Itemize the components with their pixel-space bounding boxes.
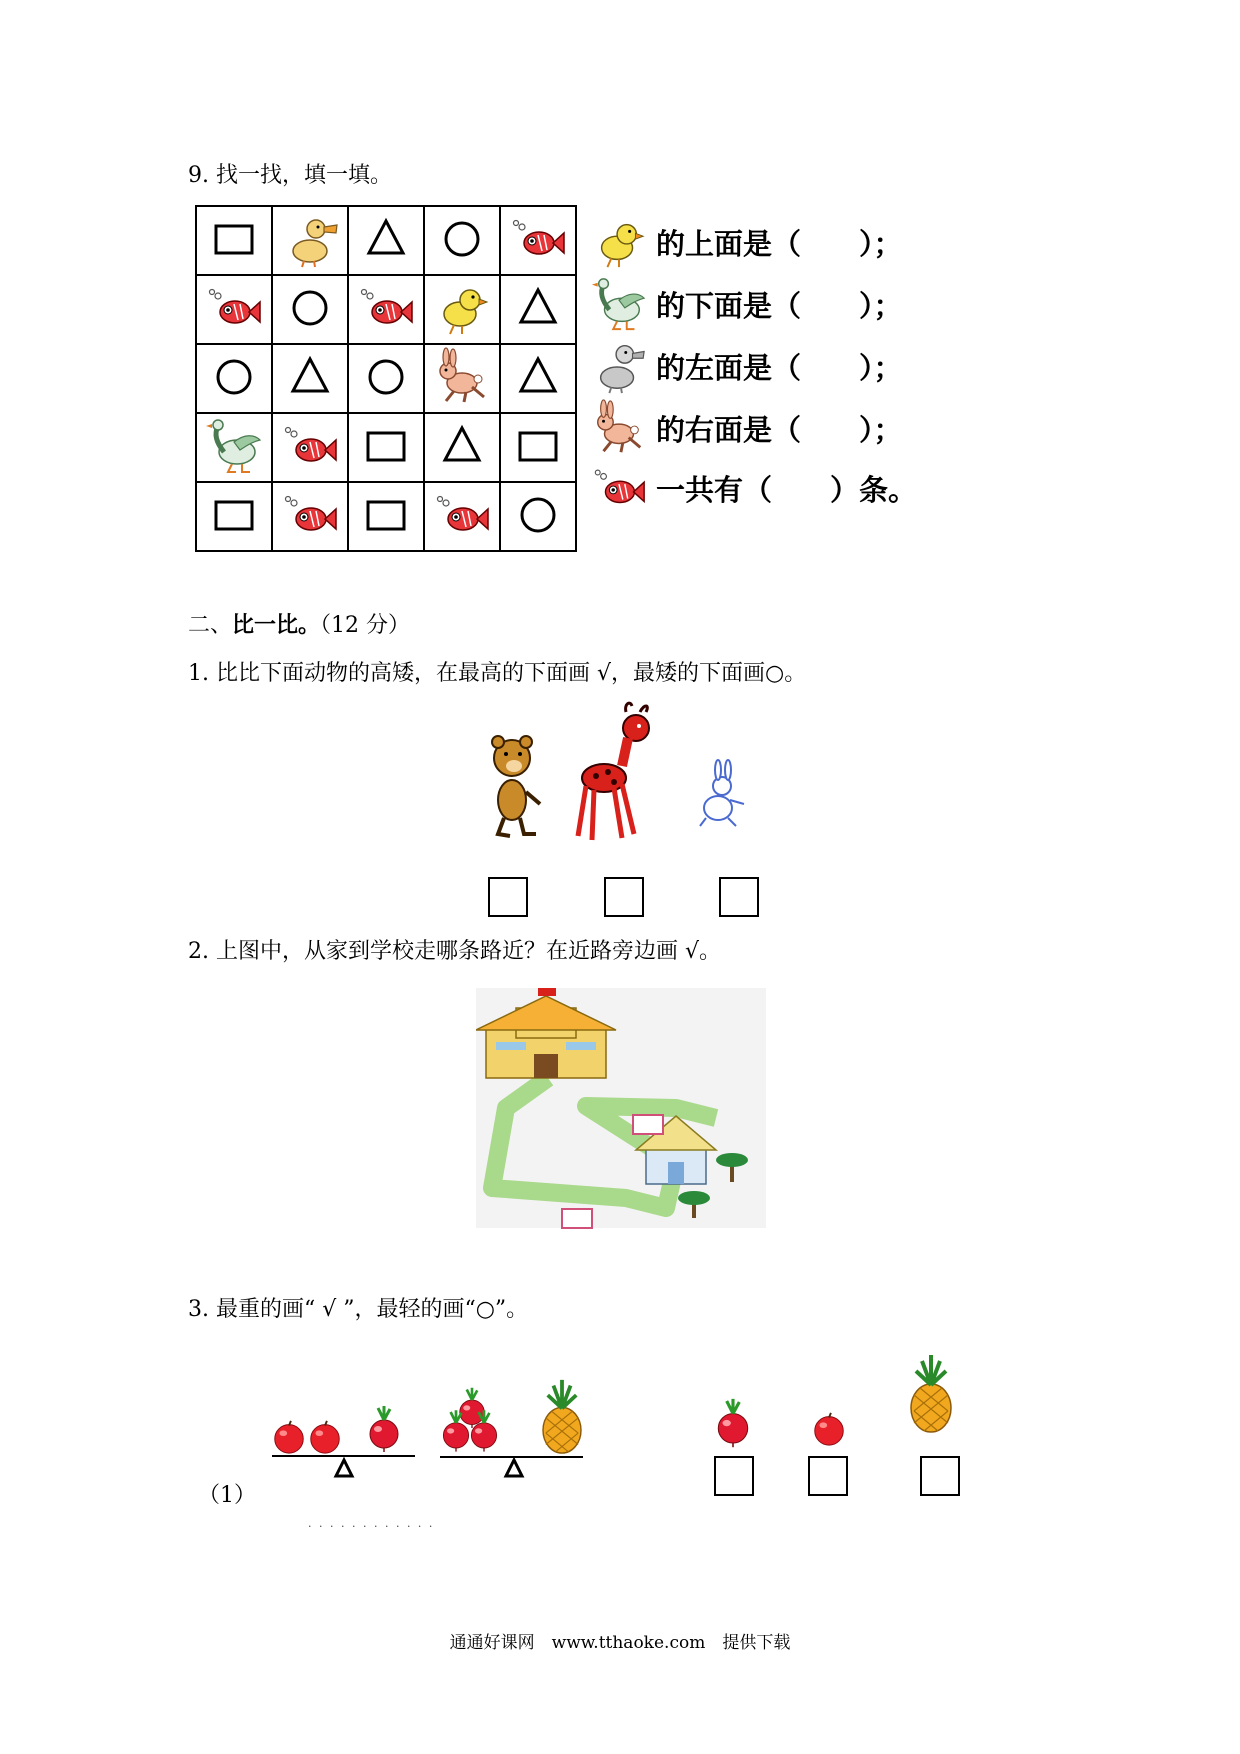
grid-cell xyxy=(424,344,500,413)
grid-cell xyxy=(424,413,500,482)
grid-cell xyxy=(348,482,424,551)
goose-icon xyxy=(590,275,648,333)
fish-icon xyxy=(279,485,341,545)
answer-box-pineapple[interactable] xyxy=(920,1456,960,1496)
clue-item xyxy=(590,398,903,458)
grid-cell xyxy=(500,206,576,275)
clue-text: 的下面是（ ）； xyxy=(656,288,903,323)
rabbit-icon xyxy=(431,347,493,407)
dotted-line: · · · · · · · · · · · · xyxy=(308,1520,435,1533)
grid-cell xyxy=(500,344,576,413)
triangle-icon xyxy=(507,347,569,407)
square-icon xyxy=(203,485,265,545)
duck-icon xyxy=(279,209,341,269)
fish-icon xyxy=(507,209,569,269)
clue-text: 的上面是（ ）； xyxy=(656,226,903,261)
fulcrum-icon xyxy=(506,1460,522,1476)
triangle-icon xyxy=(507,278,569,338)
answer-box-radish[interactable] xyxy=(714,1456,754,1496)
item-label: （1） xyxy=(198,1483,256,1508)
pineapple-icon xyxy=(906,1352,958,1436)
grid-row xyxy=(196,482,576,551)
goose-icon xyxy=(203,416,265,476)
section-score: （12 分） xyxy=(320,613,411,638)
triangle-icon xyxy=(431,416,493,476)
triangle-icon xyxy=(355,209,417,269)
animals-illustration xyxy=(474,700,804,850)
grid-cell xyxy=(196,482,272,551)
rabbit-icon xyxy=(700,760,744,826)
grid-cell xyxy=(196,413,272,482)
circle-icon xyxy=(507,485,569,545)
q1-text: 1. 比比下面动物的高矮，在最高的下面画 √，最矮的下面画○。 xyxy=(188,661,807,686)
grid-row xyxy=(196,344,576,413)
grid-cell xyxy=(272,413,348,482)
grid-cell xyxy=(500,482,576,551)
section-heading-title: 比一比。 xyxy=(232,613,321,638)
grey-duck-icon xyxy=(590,337,648,395)
section-heading xyxy=(188,608,410,639)
clue-item xyxy=(590,212,903,272)
clue-text: 一共有（ ）条。 xyxy=(656,472,918,507)
clue-text: 的左面是（ ）； xyxy=(656,350,903,385)
answer-box-deer[interactable] xyxy=(604,877,644,917)
circle-icon xyxy=(203,347,265,407)
deer-icon xyxy=(578,703,649,840)
circle-icon xyxy=(431,209,493,269)
square-icon xyxy=(355,485,417,545)
pineapple-icon xyxy=(543,1380,581,1453)
symbol-grid xyxy=(195,205,577,552)
grid-cell xyxy=(424,206,500,275)
balance-1 xyxy=(270,1390,430,1480)
grid-cell xyxy=(196,206,272,275)
grid-cell xyxy=(500,413,576,482)
answer-box-upper-route[interactable] xyxy=(632,1114,664,1135)
radish-icon xyxy=(712,1396,756,1450)
tomato-icon xyxy=(810,1410,850,1450)
fish-icon xyxy=(279,416,341,476)
chick-icon xyxy=(431,278,493,338)
fish-icon xyxy=(590,459,648,517)
answer-box-bear[interactable] xyxy=(488,877,528,917)
q9-title: 9. 找一找，填一填。 xyxy=(188,163,392,188)
grid-cell xyxy=(424,482,500,551)
apple-icon xyxy=(311,1421,340,1453)
grid-cell xyxy=(196,344,272,413)
grid-cell xyxy=(272,482,348,551)
section-heading-prefix: 二、 xyxy=(188,613,233,638)
grid-cell xyxy=(348,206,424,275)
grid-cell xyxy=(424,275,500,344)
apple-icon xyxy=(275,1421,304,1453)
radish-icon xyxy=(460,1388,485,1428)
chick-icon xyxy=(590,213,648,271)
clue-item xyxy=(590,458,917,518)
triangle-icon xyxy=(279,347,341,407)
balance-2 xyxy=(438,1372,598,1482)
square-icon xyxy=(507,416,569,476)
radish-icon xyxy=(370,1406,398,1452)
bear-icon xyxy=(492,736,540,836)
fish-icon xyxy=(431,485,493,545)
grid-cell xyxy=(272,275,348,344)
grid-row xyxy=(196,206,576,275)
grid-cell xyxy=(348,344,424,413)
q3-text: 3. 最重的画“ √ ”，最轻的画“○”。 xyxy=(188,1297,529,1322)
grid-cell xyxy=(272,206,348,275)
clue-item xyxy=(590,336,903,396)
grid-cell xyxy=(196,275,272,344)
clue-text: 的右面是（ ）； xyxy=(656,412,903,447)
grid-row xyxy=(196,275,576,344)
answer-box-rabbit[interactable] xyxy=(719,877,759,917)
fish-icon xyxy=(203,278,265,338)
fulcrum-icon xyxy=(336,1460,352,1476)
route-map-illustration xyxy=(476,988,766,1228)
circle-icon xyxy=(355,347,417,407)
circle-icon xyxy=(279,278,341,338)
q2-text: 2. 上图中，从家到学校走哪条路近？在近路旁边画 √。 xyxy=(188,939,721,964)
footer: 通通好课网 www.tthaoke.com 提供下载 xyxy=(449,1633,791,1653)
answer-box-tomato[interactable] xyxy=(808,1456,848,1496)
fish-icon xyxy=(355,278,417,338)
grid-cell xyxy=(348,275,424,344)
answer-box-lower-route[interactable] xyxy=(561,1208,593,1229)
grid-cell xyxy=(348,413,424,482)
grid-cell xyxy=(500,275,576,344)
square-icon xyxy=(355,416,417,476)
rabbit-icon xyxy=(590,399,648,457)
grid-cell xyxy=(272,344,348,413)
square-icon xyxy=(203,209,265,269)
clue-item xyxy=(590,274,903,334)
grid-row xyxy=(196,413,576,482)
